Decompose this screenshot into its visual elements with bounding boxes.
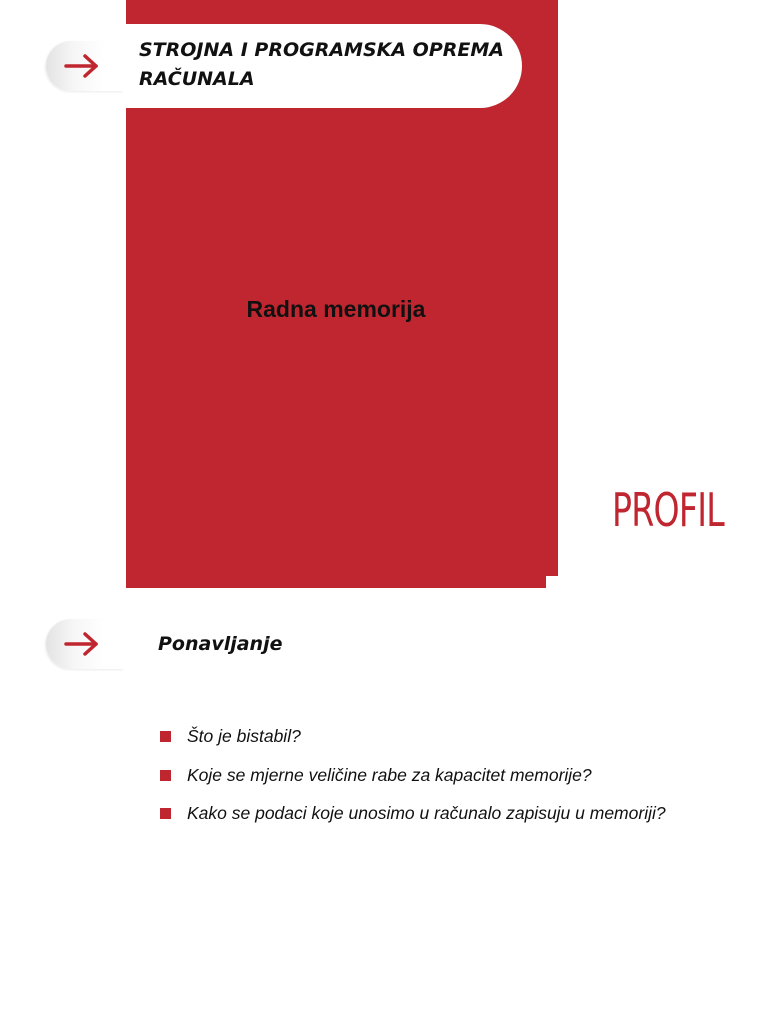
list-item-text: Što je bistabil? [187,726,301,746]
square-bullet-icon [160,770,171,781]
list-item-text: Koje se mjerne veličine rabe za kapacitet memorije? [187,764,592,785]
section-heading: Ponavljanje [158,633,283,655]
square-bullet-icon [160,731,171,742]
question-list [160,726,666,842]
arrow-right-icon [62,53,102,79]
arrow-right-icon [62,631,102,657]
title-arrow-badge [46,41,124,91]
section-arrow-badge [46,619,124,669]
list-item [160,726,666,765]
list-item [160,765,666,804]
list-item-text: Kako se podaci koje unosimo u računalo zapisuju u memoriji? [187,803,666,823]
square-bullet-icon [160,808,171,819]
list-item [160,803,666,842]
cover-red-panel-edge [126,576,546,588]
slide-title-line2: RAČUNALA [139,68,255,90]
slide-title-line1: STROJNA I PROGRAMSKA OPREMA [139,39,504,61]
slide-title [139,36,519,94]
profil-logo: PROFIL [612,483,725,537]
slide-subtitle: Radna memorija [246,296,426,322]
